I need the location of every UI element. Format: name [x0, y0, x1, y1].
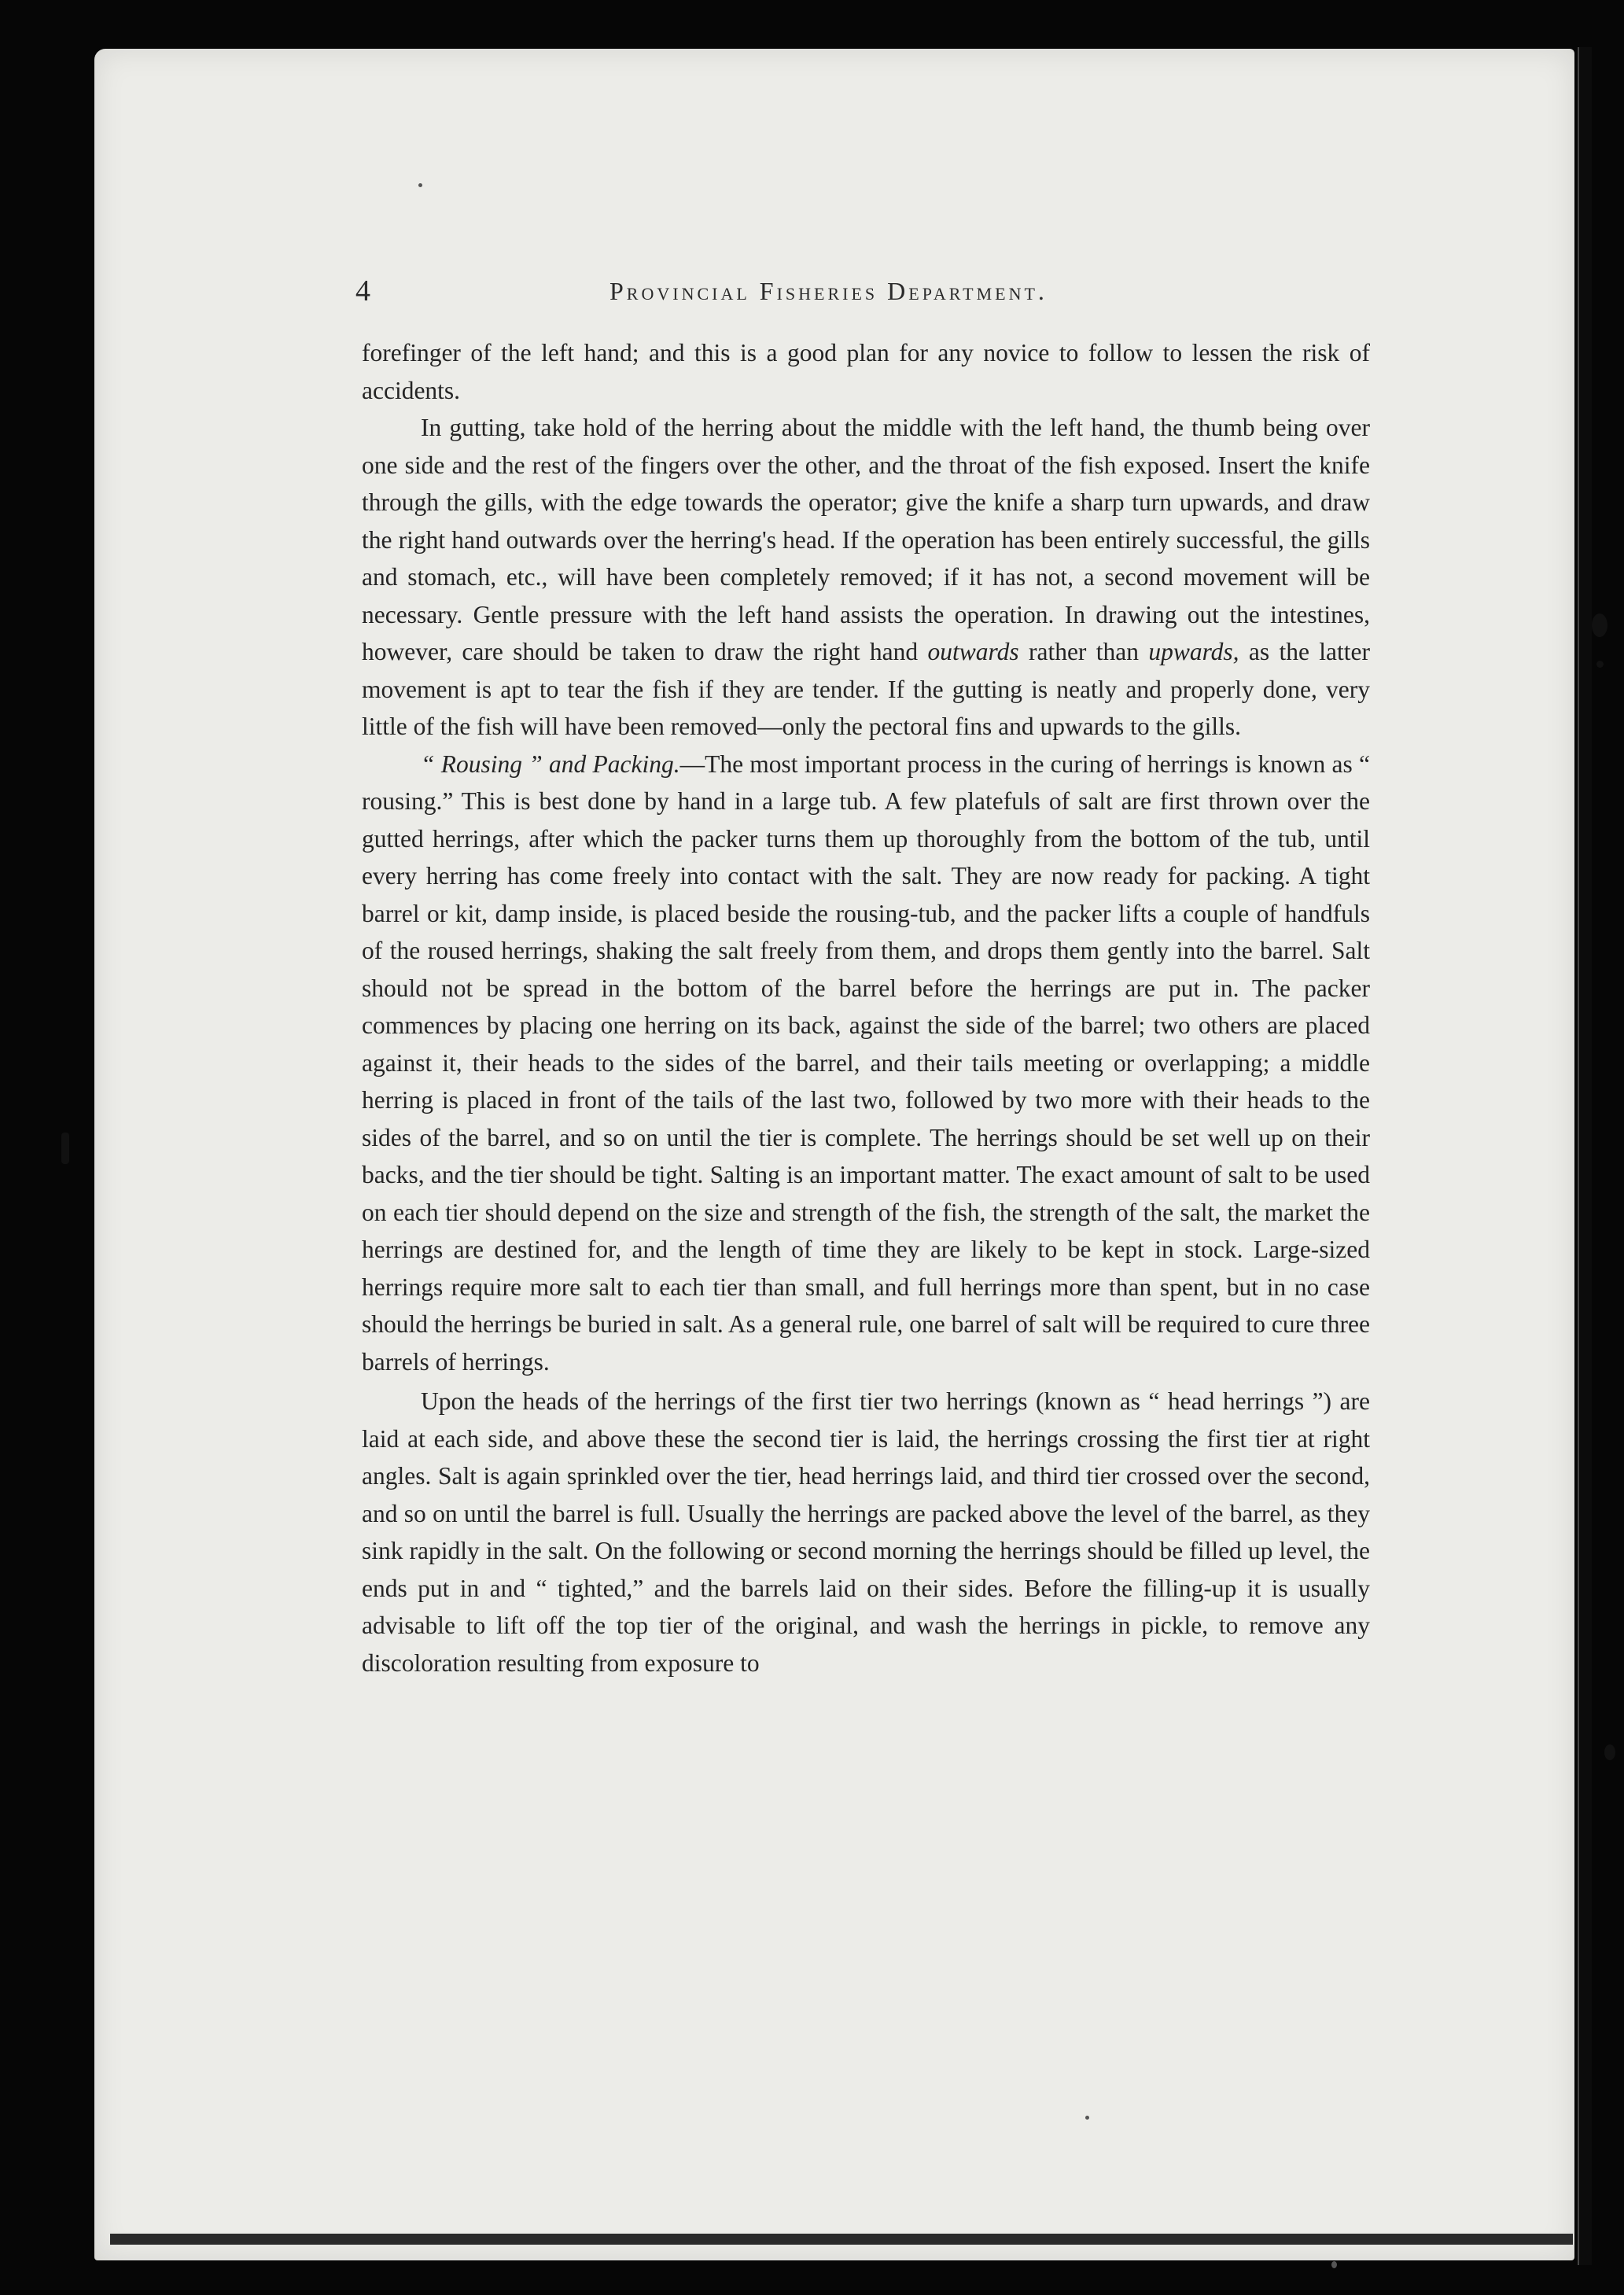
paragraph: forefinger of the left hand; and this is a good plan for any novice to follow to lessen the risk of accidents.: [362, 339, 1370, 404]
speck: [1085, 2116, 1089, 2120]
section-heading: “ Rousing ” and Packing.: [421, 750, 680, 778]
page-header: [0, 271, 1624, 311]
page-edge-rule: [1578, 47, 1592, 2265]
margin-mark: [1592, 613, 1607, 637]
paragraph: [362, 409, 1370, 746]
paragraph-text: as the latter movement is apt to tear the fish if they are tender. If the gutting is neatly and properly done, very little of the fish will have been removed—only the pectoral fins and upwards to the gills.: [362, 638, 1371, 740]
speck: [1331, 2261, 1337, 2268]
paragraph: Upon the heads of the herrings of the first tier two herrings (known as “ head herrings ”) are laid at each side, and above these the second tier is laid, the herrings crossing the first tier at right angles. Salt is again sprinkled over the tier, head herrings laid, and third tier crossed over the second, and so on until the barrel is full. Usually the herrings are packed above the level of the barrel, as they sink rapidly in the salt. On the following or second morning the herrings should be filled up level, the ends put in and “ tighted,” and the barrels laid on their sides. Before the filling-up it is usually advisable to lift off the top tier of the original, and wash the herrings in pickle, to remove any discoloration resulting from exposure to: [362, 1387, 1370, 1677]
emphasis: upwards,: [1148, 638, 1239, 665]
body-text: [362, 334, 1370, 1682]
paragraph-text: rather than: [1028, 638, 1139, 665]
paragraph-text: In gutting, take hold of the herring about the middle with the left hand, the thumb being over one side and the rest of the fingers over the other, and the throat of the fish exposed. Insert the knife through the gills, with the edge towards the operator; give the knife a sharp turn upwards, and draw the right hand outwards over the herring's head. If the operation has been entirely successful, the gills and stomach, etc., will have been completely removed; if it has not, a second movement will be necessary. Gentle pressure with the left hand assists the operation. In drawing out the intestines, however, care should be taken to draw the right hand: [362, 414, 1370, 665]
page-bottom-edge: [110, 2234, 1573, 2245]
speck: [418, 183, 422, 187]
paragraph-text: —The most important process in the curing of herrings is known as “ rousing.” This is best done by hand in a large tub. A few platefuls of salt are first thrown over the gutted herrings, after which the packer turns them up thoroughly from the bottom of the tub, until every herring has come freely into contact with the salt. They are now ready for packing. A tight barrel or kit, damp inside, is placed beside the rousing-tub, and the packer lifts a couple of handfuls of the roused herrings, shaking the salt freely from them, and drops them gently into the barrel. Salt should not be spread in the bottom of the barrel before the herrings are put in. The packer commences by placing one herring on its back, against the side of the barrel; two others are placed against it, their heads to the sides of the barrel, and their tails meeting or overlapping; a middle herring is placed in front of the tails of the last two, followed by two more with their heads to the sides of the barrel, and so on until the tier is complete. The herrings should be set well up on their backs, and the tier should be tight. Salting is an important matter. The exact amount of salt to be used on each tier should depend on the size and strength of the fish, the strength of the salt, the market the herrings are destined for, and the length of time they are likely to be kept in stock. Large-sized herrings require more salt to each tier than small, and full herrings more than spent, but in no case should the herrings be buried in salt. As a general rule, one barrel of salt will be required to cure three barrels of herrings.: [362, 750, 1370, 1376]
margin-mark: [1604, 1744, 1615, 1760]
margin-mark: [1596, 661, 1604, 668]
page-number: 4: [355, 274, 370, 308]
margin-mark: [61, 1133, 69, 1164]
paragraph: [362, 746, 1370, 1381]
emphasis: outwards: [927, 638, 1019, 665]
running-head: Provincial Fisheries Department.: [609, 277, 1048, 305]
